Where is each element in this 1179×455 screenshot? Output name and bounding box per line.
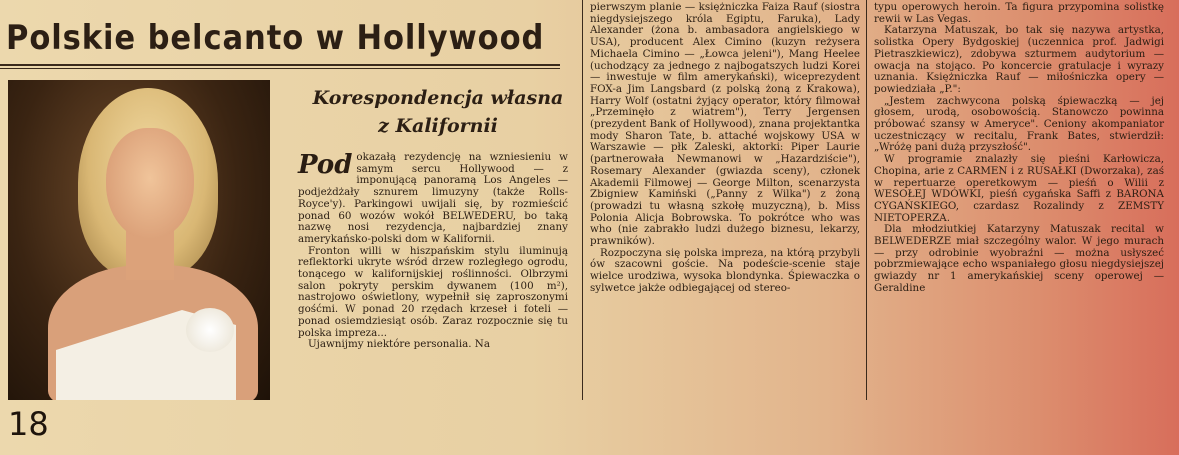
col2-paragraph-2: Rozpoczyna się polska impreza, na którą przybyli ów szacowni goście. Na podeście-scenie staje wielce urodziwa, wysoka blondynka. Śpiewaczka o sylwetce jakże odbiegającej od stereo- bbox=[590, 246, 860, 294]
col3-paragraph-5: Dla młodziutkiej Katarzyny Matuszak recital w BELWEDERZE miał szczególny walor. W jego murach — przy odrobinie wyobraźni — można usłyszeć pobrzmiewające echo wspaniałego głosu niegdysiejszej gwiazdy nr 1 amerykańskiej sceny operowej — Geraldine bbox=[874, 223, 1164, 294]
article-headline: Polskie belcanto w Hollywood bbox=[6, 18, 545, 58]
article-subhead bbox=[308, 84, 568, 140]
page-number: 18 bbox=[8, 405, 49, 443]
col3-paragraph-3: „Jestem zachwycona polską śpiewaczką — jej głosem, urodą, osobowością. Stanowczo powinna próbować szansy w Ameryce". Ceniony akompaniator uczestniczący w recitalu, Frank Bates, stwierdził: „Wróżę pani dużą przyszłość". bbox=[874, 94, 1164, 154]
col3-paragraph-4: W programie znalazły się pieśni Karłowicza, Chopina, arie z CARMEN i z RUSAŁKI (Dworzaka), zaś w repertuarze operetkowym — pieśń o Wilii z WESOŁEJ WDÓWKI, pieśń cygańska Saffi z BARONA CYGAŃSKIEGO, czardasz Rozalindy z ZEMSTY NIETOPERZA. bbox=[874, 153, 1164, 224]
photo-face bbox=[106, 128, 194, 240]
photo-flower bbox=[186, 308, 234, 352]
col1-paragraph-2: Fronton willi w hiszpańskim stylu iluminują reflektorki ukryte wśród drzew rozległego ogrodu, tonącego w kalifornijskiej roślinności. Olbrzymi salon pokryty perskim dywanem (100 m²), nastrojowo oświetlony, wypełnił się zaproszonymi gośćmi. W ponad 20 rzędach krzeseł i foteli — ponad osiemdziesiąt osób. Zaraz rozpocznie się tu polska impreza... bbox=[298, 244, 568, 339]
subhead-line-1: Korespondencja własna bbox=[312, 87, 564, 109]
article-column-3 bbox=[874, 2, 1164, 295]
col1-paragraph-1 bbox=[298, 152, 568, 246]
headline-rule bbox=[0, 64, 560, 66]
drop-cap: Pod bbox=[298, 150, 353, 180]
col3-paragraph-1: typu operowych heroin. Ta figura przypomina solistkę rewii w Las Vegas. bbox=[874, 1, 1164, 25]
subhead-line-2: z Kalifornii bbox=[378, 115, 498, 137]
headline-rule-thin bbox=[0, 68, 560, 69]
column-divider-1 bbox=[582, 0, 583, 400]
col3-paragraph-2: Katarzyna Matuszak, bo tak się nazywa artystka, solistka Opery Bydgoskiej (uczennica prof. Jadwigi Pietraszkiewicz), zdobywa szturmem audytorium — owacja na stojąco. Po koncercie gratulacje i wyrazy uznania. Księżniczka Rauf — miłośniczka opery — powiedziała „P.": bbox=[874, 24, 1164, 95]
article-column-2 bbox=[590, 2, 860, 295]
article-column-1 bbox=[298, 152, 568, 351]
col2-paragraph-1: pierwszym planie — księżniczka Faiza Rauf (siostra niegdysiejszego króla Egiptu, Faruka), Lady Alexander (żona b. ambasadora angielskiego w USA), producent Alex Cimino (kuzyn reżysera Michaela Cimino — „Łowca jeleni"), Mang Heelee (uchodzący za jednego z najbogatszych ludzi Korei — inwestuje w film amerykański), wiceprezydent FOX-a Jim Langsbard (z polską żoną z Krakowa), Harry Wolf (ostatni żyjący operator, który filmował „Przeminęło z wiatrem"), Terry Jergensen (prezydent Bank of Hollywood), znana projektantka mody Sharon Tate, b. attaché wojskowy USA w Warszawie — płk Zaleski, aktorki: Piper Laurie (partnerowała Newmanowi w „Hazardziście"), Rosemary Alexander (gwiazda sceny), członek Akademii Filmowej — George Milton, scenarzysta Zbigniew Kamiński („Panny z Wilka") z żoną (prowadzi tu własną szkołę muzyczną), b. Miss Polonia Alicja Bobrowska. To pokrótce who was who (nie zabrakło ludzi dużego biznesu, lekarzy, prawników). bbox=[590, 1, 860, 248]
singer-photo bbox=[8, 80, 270, 400]
col1-paragraph-3: Ujawnijmy niektóre personalia. Na bbox=[308, 338, 490, 351]
col1-paragraph-1-text: okazałą rezydencję na wzniesieniu w samym sercu Hollywood — z imponującą panoramą Los Angeles — podjeżdżały sznurem limuzyny (także Rolls-Royce'y). Parkingowi uwijali się, by rozmieścić ponad 60 wozów wokół BELWEDERU, bo taką nazwę nosi rezydencja, najbardziej znany amerykańsko-polski dom w Kalifornii. bbox=[298, 151, 568, 245]
column-divider-2 bbox=[866, 0, 867, 400]
